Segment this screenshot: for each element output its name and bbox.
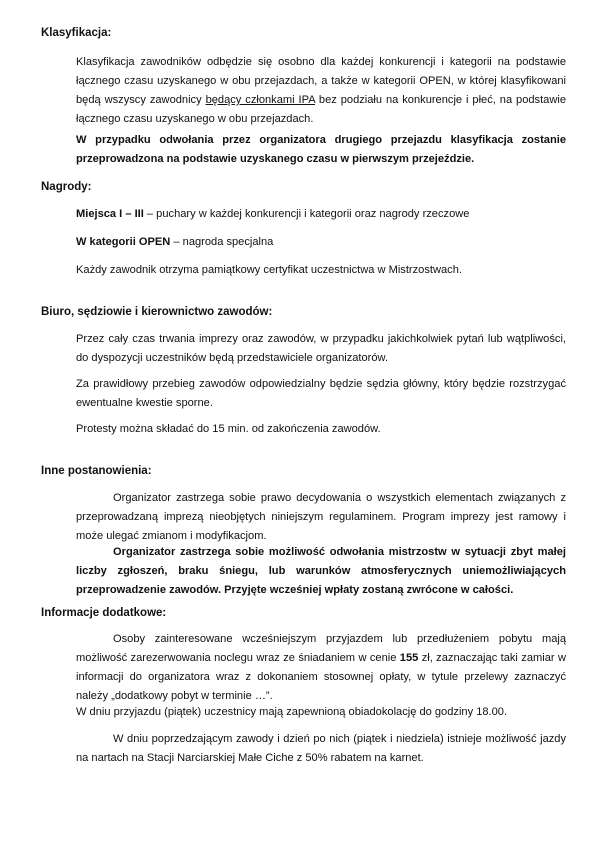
inne-paragraph-1: Organizator zastrzega sobie prawo decydowania o wszystkich elementach związanych z przeprowadzaną imprezą nieobjętych niniejszym regulaminem. Program imprezy jest ramowy i może ulegać zmianom i modyfikacjom. (76, 492, 566, 542)
informacje-text-before: Osoby zainteresowane wcześniejszym przyjazdem lub przedłużeniem pobytu mają możliwość zarezerwowania noclegu wraz ze śniadaniem w cenie (76, 633, 566, 664)
nagrody-places-label: Miejsca I – III (76, 208, 144, 220)
heading-inne-postanowienia: Inne postanowienia: (41, 465, 152, 477)
nagrody-paragraph-1 (76, 205, 566, 224)
klasyfikacja-text-before: Klasyfikacja zawodników odbędzie się osobno dla każdej konkurencji i kategorii na podstawie łącznego czasu uzyskanego w obu przejazdach, a także w kategorii OPEN, w której klasyfikowani będą wszyscy zawodnicy (76, 56, 566, 106)
informacje-paragraph-3: W dniu poprzedzającym zawody i dzień po nich (piątek i niedziela) istnieje możliwość jazdy na nartach na Stacji Narciarskiej Małe Ciche z 50% rabatem na karnet. (76, 733, 566, 764)
nagrody-open-label: W kategorii OPEN (76, 236, 171, 248)
heading-nagrody: Nagrody: (41, 181, 92, 193)
biuro-paragraph-1: Przez cały czas trwania imprezy oraz zawodów, w przypadku jakichkolwiek pytań lub wątpliwości, do dyspozycji uczestników będą przedstawiciele organizatorów. (76, 333, 566, 364)
heading-klasyfikacja: Klasyfikacja: (41, 27, 112, 39)
biuro-paragraph-3: Protesty można składać do 15 min. od zakończenia zawodów. (76, 423, 381, 435)
nagrody-paragraph-3: Każdy zawodnik otrzyma pamiątkowy certyfikat uczestnictwa w Mistrzostwach. (76, 264, 462, 276)
klasyfikacja-paragraph-1 (76, 53, 566, 129)
informacje-paragraph-1 (76, 630, 566, 706)
heading-biuro: Biuro, sędziowie i kierownictwo zawodów: (41, 306, 273, 318)
nagrody-open-text: – nagroda specjalna (170, 236, 274, 248)
nagrody-places-text: – puchary w każdej konkurencji i kategorii oraz nagrody rzeczowe (143, 208, 470, 220)
heading-informacje-dodatkowe: Informacje dodatkowe: (41, 607, 167, 619)
informacje-price: 155 (399, 652, 419, 664)
informacje-text-after: zł, zaznaczając taki zamiar w informacji do organizatora wraz z dokonaniem stosownej opłaty, w tytule przelewy zaznaczyć należy „dodatkowy pobyt w terminie …”. (76, 652, 566, 702)
ipa-members-link[interactable]: będący członkami IPA (205, 94, 315, 106)
nagrody-paragraph-2 (76, 233, 566, 252)
klasyfikacja-paragraph-2: W przypadku odwołania przez organizatora drugiego przejazdu klasyfikacja zostanie przeprowadzona na podstawie uzyskanego czasu w pierwszym przejeździe. (76, 134, 566, 165)
biuro-paragraph-2: Za prawidłowy przebieg zawodów odpowiedzialny będzie sędzia główny, który będzie rozstrzygać ewentualne kwestie sporne. (76, 378, 566, 409)
inne-paragraph-2: Organizator zastrzega sobie możliwość odwołania mistrzostw w sytuacji zbyt małej liczby zgłoszeń, braku śniegu, lub warunków atmosferycznych uniemożliwiających przeprowadzenie zawodów. Przyjęte wcześniej wpłaty zostaną zwrócone w całości. (76, 546, 566, 596)
klasyfikacja-text-after: bez podziału na konkurencje i płeć, na podstawie łącznego czasu uzyskanego w obu przejazdach. (76, 94, 567, 125)
informacje-paragraph-2: W dniu przyjazdu (piątek) uczestnicy mają zapewnioną obiadokolację do godziny 18.00. (76, 706, 508, 718)
